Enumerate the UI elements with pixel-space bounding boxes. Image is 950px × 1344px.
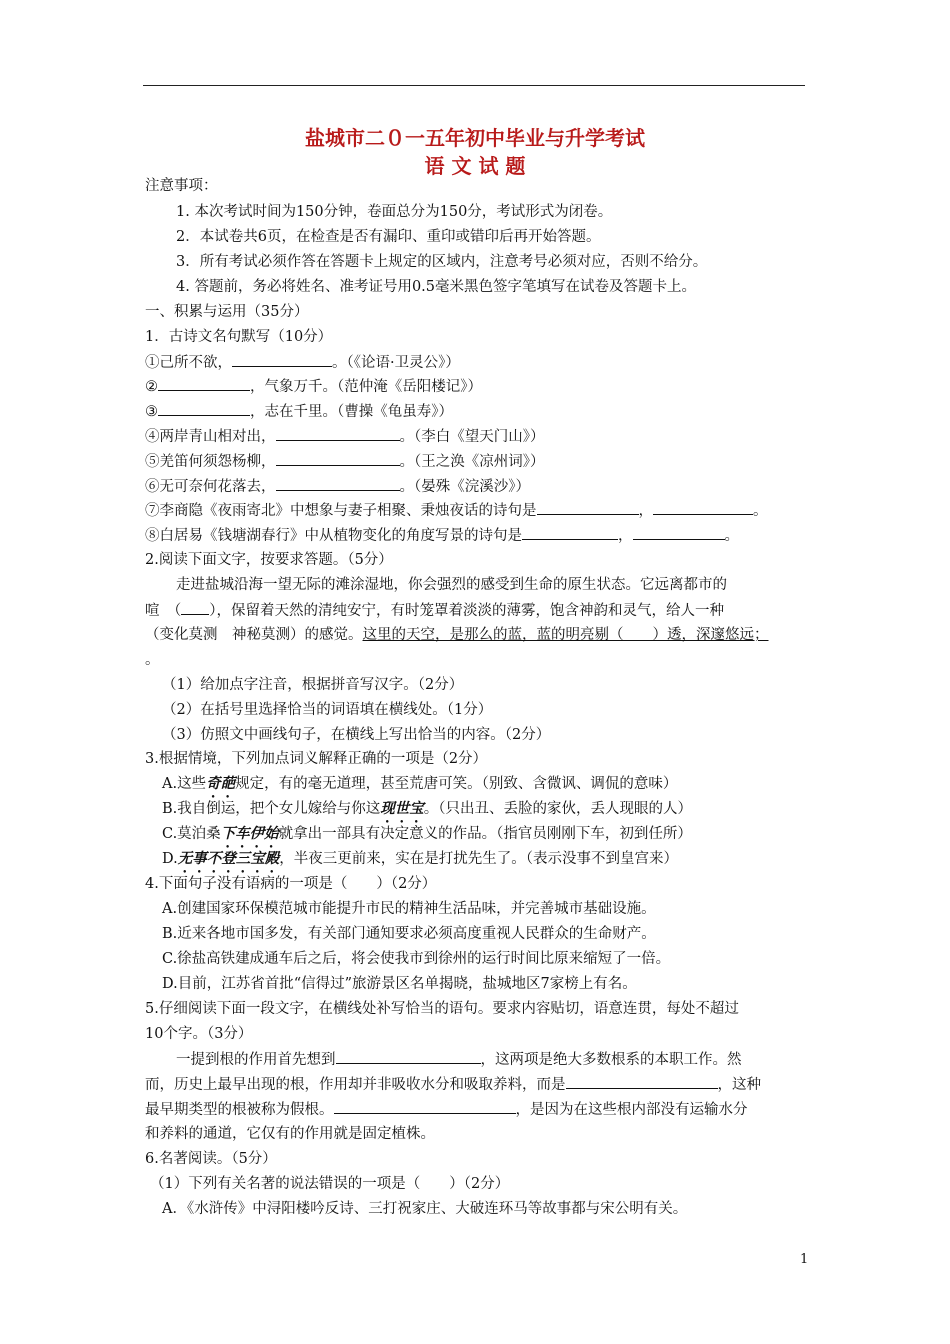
answer-blank[interactable]: [566, 1074, 718, 1089]
passage-line: [145, 1099, 748, 1120]
question-heading: 1．古诗文名句默写（10分）: [145, 329, 333, 345]
sub-question: （1）下列有关名著的说法错误的一项是（ ）（2分）: [150, 1176, 510, 1192]
passage-line: [176, 1049, 742, 1070]
poem-source: 。（晏殊《浣溪沙》）: [399, 479, 530, 495]
answer-blank[interactable]: [537, 500, 639, 515]
option-c: [162, 824, 692, 851]
poem-text: ③: [145, 404, 158, 420]
note-item: 1. 本次考试时间为150分钟，卷面总分为150分，考试形式为闭卷。: [176, 204, 613, 220]
option-text: 。（只出丑、丢脸的家伙，丢人现眼的人）: [423, 801, 693, 817]
passage-line: 走进盐城沿海一望无际的滩涂湿地，你会强烈的感受到生命的原生状态。它远离都市的: [176, 577, 727, 593]
answer-blank[interactable]: [633, 525, 725, 540]
passage-text: ，这种: [717, 1077, 761, 1093]
answer-blank[interactable]: [158, 401, 250, 416]
poem-text: ②: [145, 379, 158, 395]
passage-line: 和养料的通道，它仅有的作用就是固定植株。: [145, 1126, 435, 1142]
option-text: 规定，有的毫无道理，甚至荒唐可笑。（别致、含微讽、调侃的意味）: [235, 776, 678, 792]
poem-line-6: [145, 476, 530, 497]
option-a: A.创建国家环保模范城市能提升市民的精神生活品味，并完善城市基础设施。: [162, 901, 656, 917]
option-a: A．《水浒传》中浔阳楼吟反诗、三打祝家庄、大破连环马等故事都与宋公明有关。: [162, 1201, 688, 1217]
exam-title: 盐城市二０一五年初中毕业与升学考试: [305, 126, 645, 150]
passage-text: ，这两项是绝大多数根系的本职工作。然: [480, 1052, 742, 1068]
poem-text: ①己所不欲，: [145, 355, 232, 371]
passage-line: [145, 1074, 761, 1095]
poem-text: ⑥无可奈何花落去，: [145, 479, 276, 495]
sub-question: （2）在括号里选择恰当的词语填在横线处。（1分）: [162, 702, 493, 718]
dotted-word: 现世宝: [380, 800, 424, 817]
option-a: [162, 774, 677, 801]
answer-blank[interactable]: [232, 352, 332, 367]
poem-source: 。（《论语·卫灵公》）: [332, 355, 460, 371]
dotted-word: 无事不登三宝殿: [177, 850, 280, 867]
answer-blank[interactable]: [334, 1099, 516, 1114]
poem-source: ，志在千里。（曹操《龟虽寿》）: [250, 404, 453, 420]
section-heading: 一、积累与运用（35分）: [145, 304, 309, 320]
sub-question: （3）仿照文中画线句子，在横线上写出恰当的内容。（2分）: [162, 727, 551, 743]
passage-text: 一提到根的作用首先想到: [176, 1052, 336, 1068]
note-item: 4. 答题前，务必将姓名、准考证号用0.5毫米黑色签字笔填写在试卷及答题卡上。: [176, 279, 697, 295]
question-heading: 5.仔细阅读下面一段文字，在横线处补写恰当的语句。要求内容贴切，语意连贯，每处不超过: [145, 1001, 739, 1017]
answer-blank[interactable]: [653, 500, 753, 515]
question-heading-cont: 10个字。（3分）: [145, 1026, 253, 1042]
poem-line-1: [145, 352, 460, 373]
exam-subtitle: 语 文 试 题: [424, 154, 526, 178]
notes-heading: 注意事项：: [145, 178, 218, 194]
passage-line: [145, 625, 769, 645]
option-b: [162, 799, 692, 826]
poem-source: 。（李白《望天门山》）: [399, 429, 545, 445]
passage-text: ），保留着天然的清纯安宁，有时笼罩着淡淡的薄雾，饱含神韵和灵气，给人一种: [209, 603, 724, 619]
question-heading: 2.阅读下面文字，按要求答题。（5分）: [145, 552, 393, 568]
passage-text: 而，历史上最早出现的根，作用却并非吸收水分和吸取养料，而是: [145, 1077, 566, 1093]
note-item: 2．本试卷共6页，在检查是否有漏印、重印或错印后再开始答题。: [176, 229, 601, 245]
dotted-word: 奇葩: [206, 775, 236, 792]
page-number: 1: [800, 1252, 809, 1267]
poem-source: ，气象万千。（范仲淹《岳阳楼记》）: [250, 379, 482, 395]
poem-text: ⑧白居易《钱塘湖春行》中从植物变化的角度写景的诗句是: [145, 528, 522, 544]
passage-text: （变化莫测 神秘莫测）的感觉。: [145, 627, 363, 643]
question-heading: 4.下面句子没有语病的一项是（ ）（2分）: [145, 876, 437, 892]
note-item: 3．所有考试必须作答在答题卡上规定的区域内，注意考号必须对应，否则不给分。: [176, 254, 708, 270]
option-text: B.我自倒运，把个女儿嫁给与你这: [162, 801, 381, 817]
answer-blank[interactable]: [276, 451, 400, 466]
poem-line-5: [145, 451, 545, 472]
option-text: D.: [162, 851, 178, 867]
poem-line-7: [145, 500, 768, 521]
period: 。: [753, 503, 768, 519]
poem-line-2: [145, 376, 482, 397]
answer-blank[interactable]: [522, 525, 618, 540]
option-b: B.近来各地市国多发，有关部门通知要求必须高度重视人民群众的生命财产。: [162, 926, 656, 942]
option-d: D.目前，江苏省首批“信得过”旅游景区名单揭晓，盐城地区7家榜上有名。: [162, 976, 637, 992]
option-text: ，半夜三更前来，实在是打扰先生了。（表示没事不到皇宫来）: [279, 851, 678, 867]
answer-blank[interactable]: [276, 476, 400, 491]
poem-line-8: [145, 525, 739, 546]
answer-blank[interactable]: [181, 600, 209, 615]
question-heading: 3.根据情境，下列加点词义解释正确的一项是（2分）: [145, 751, 488, 767]
poem-line-4: [145, 426, 545, 447]
option-text: A.这些: [162, 776, 207, 792]
passage-text: 最早期类型的根被称为假根。: [145, 1102, 334, 1118]
header-rule: [143, 85, 805, 86]
question-heading: 6.名著阅读。（5分）: [145, 1151, 277, 1167]
poem-line-3: [145, 401, 453, 422]
poem-text: ⑤羌笛何须怨杨柳，: [145, 454, 276, 470]
poem-text: ⑦李商隐《夜雨寄北》中想象与妻子相聚、秉烛夜话的诗句是: [145, 503, 537, 519]
underlined-sentence: 这里的天空，是那么的蓝，蓝的明亮剔（ ）透，深邃悠远；: [362, 627, 769, 643]
option-c: C.徐盐高铁建成通车后之后，将会使我市到徐州的运行时间比原来缩短了一倍。: [162, 951, 671, 967]
answer-blank[interactable]: [336, 1049, 481, 1064]
passage-line: 。: [145, 652, 160, 668]
comma: ，: [638, 503, 653, 519]
comma: ，: [618, 528, 633, 544]
option-text: 就拿出一部具有决定意义的作品。（指官员刚刚下车，初到任所）: [278, 826, 692, 842]
passage-text: 喧 （: [145, 603, 182, 619]
option-d: [162, 849, 678, 876]
option-text: C.莫泊桑: [162, 826, 221, 842]
passage-line: [145, 600, 724, 621]
period: 。: [724, 528, 739, 544]
sub-question: （1）给加点字注音，根据拼音写汉字。（2分）: [162, 677, 464, 693]
poem-text: ④两岸青山相对出，: [145, 429, 276, 445]
poem-source: 。（王之涣《凉州词》）: [399, 454, 545, 470]
answer-blank[interactable]: [158, 376, 250, 391]
dotted-word: 下车伊始: [220, 825, 279, 842]
answer-blank[interactable]: [276, 426, 400, 441]
passage-text: ，是因为在这些根内部没有运输水分: [515, 1102, 748, 1118]
